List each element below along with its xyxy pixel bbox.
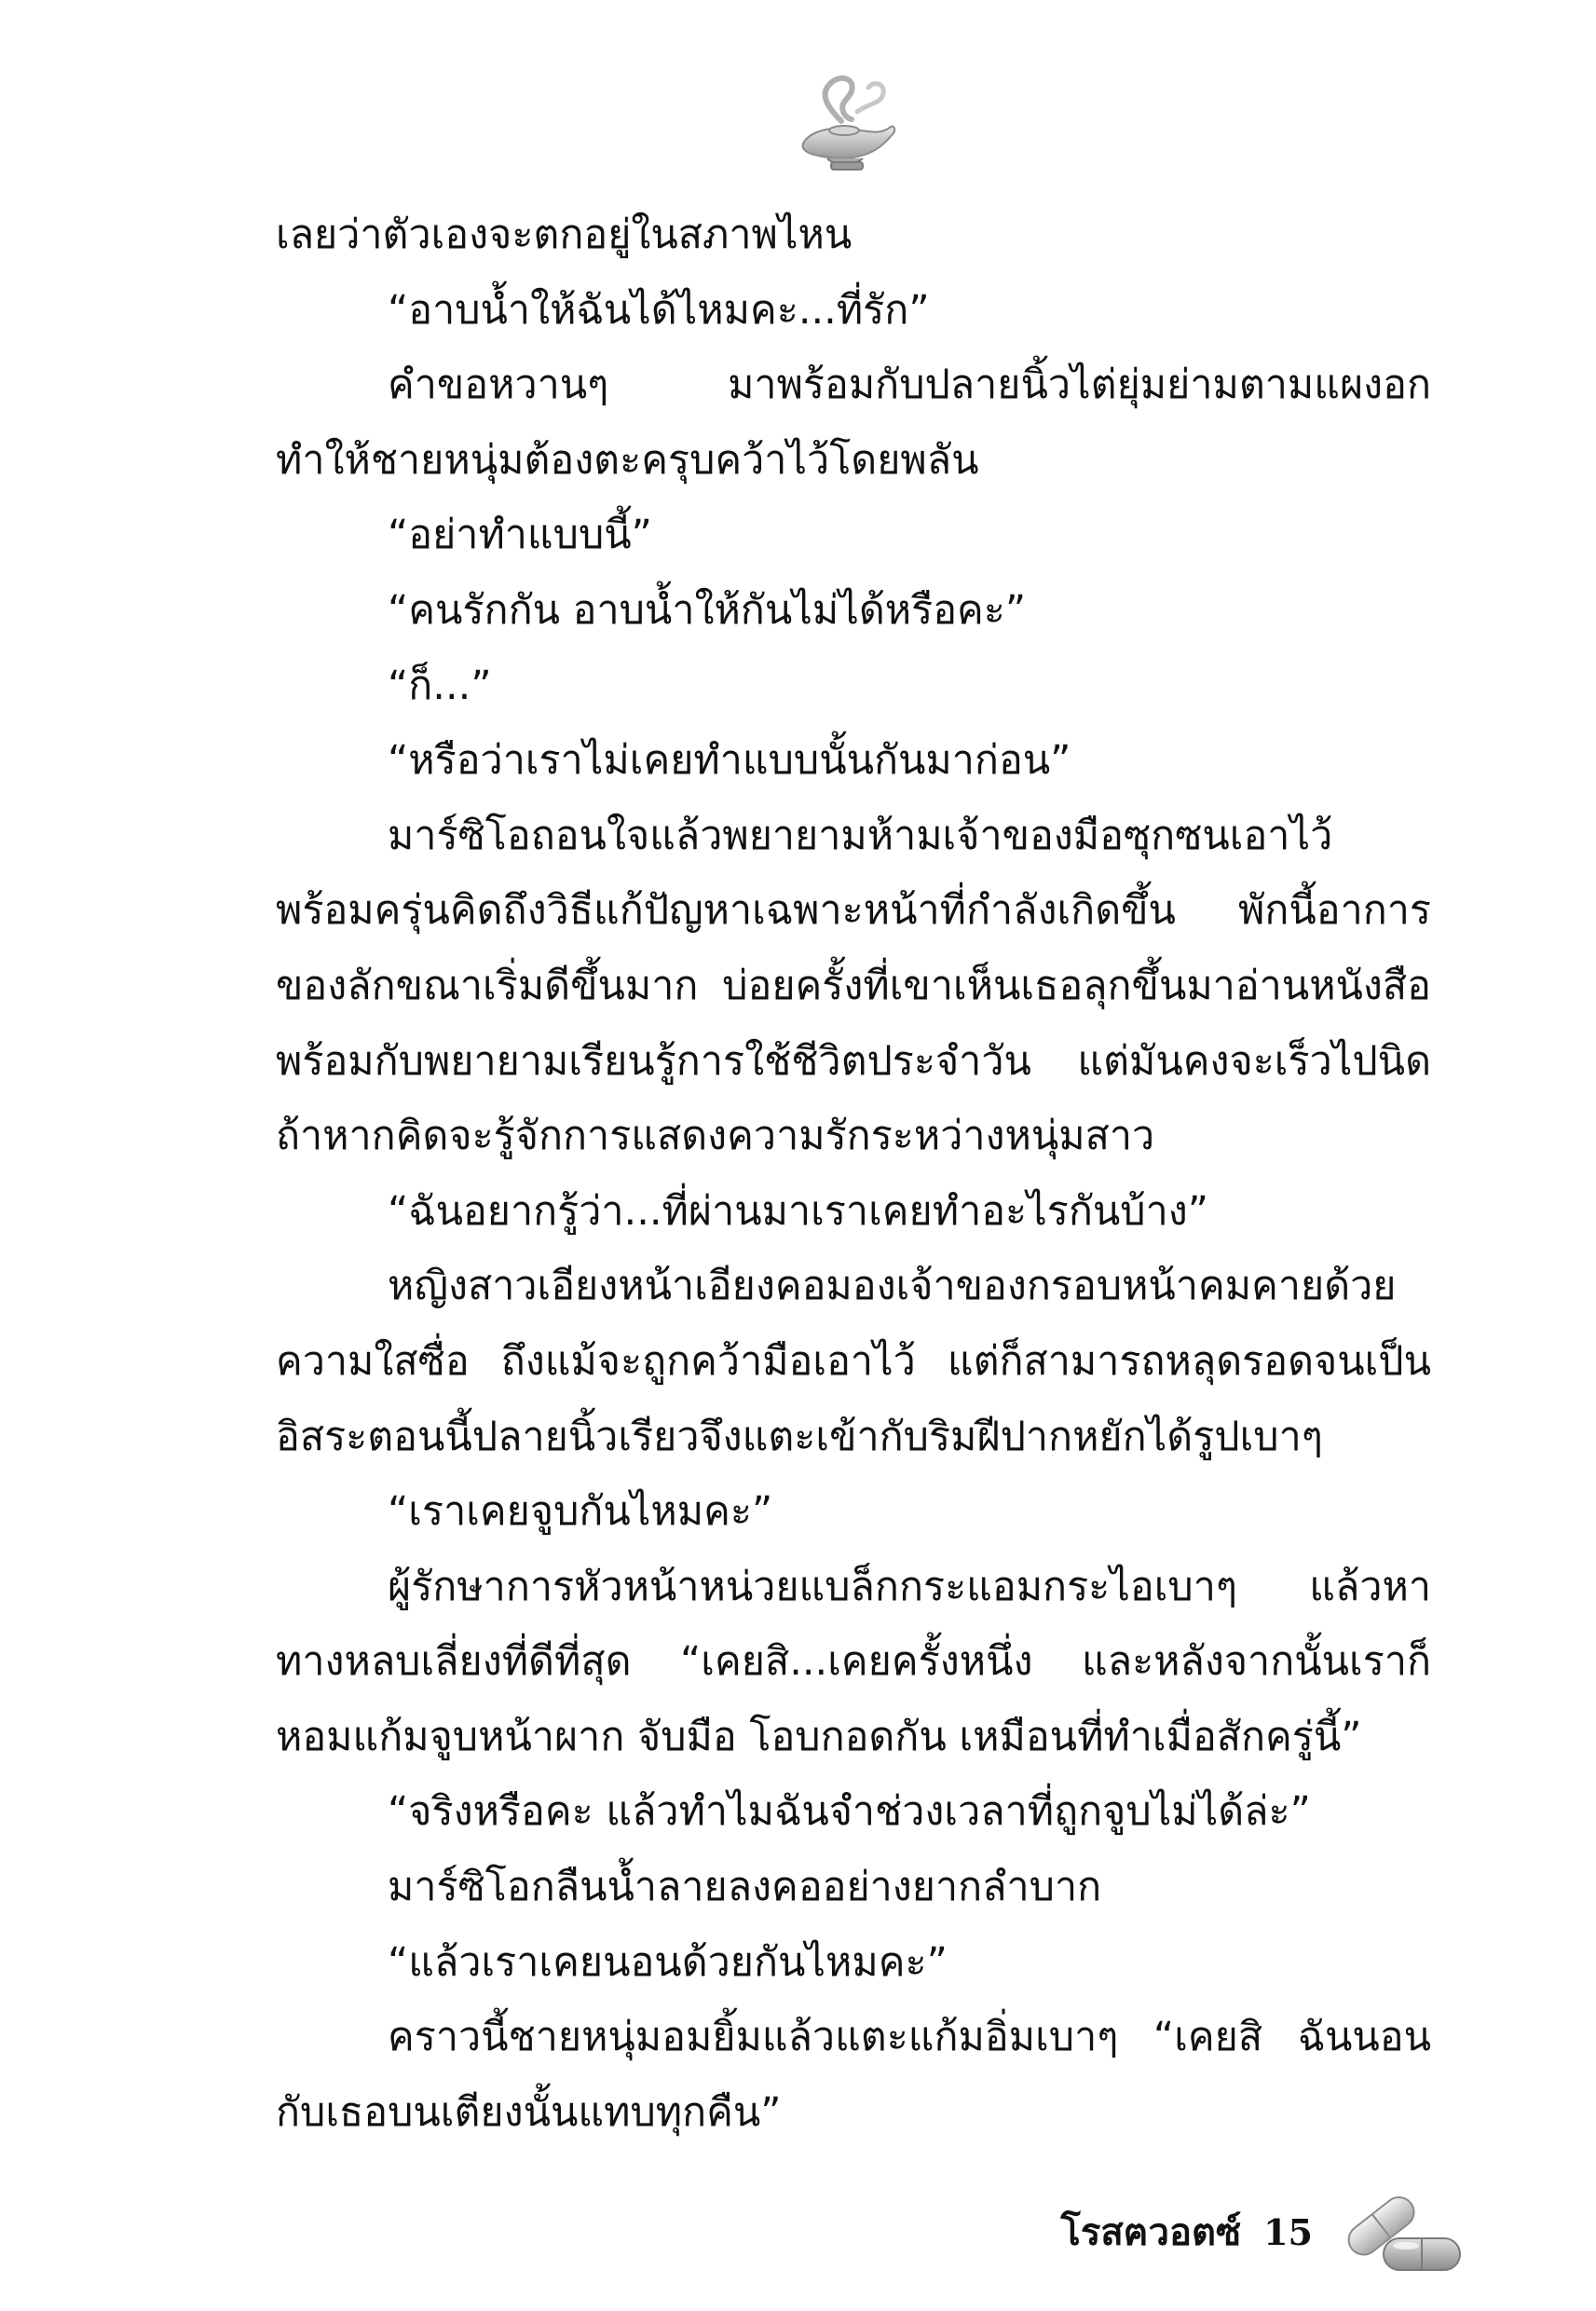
page-number: 15	[1263, 2210, 1313, 2253]
paragraph-1: เลยว่าตัวเองจะตกอยู่ในสภาพไหน	[276, 212, 853, 258]
paragraph-8: มาร์ซิโอถอนใจแล้วพยายามห้ามเจ้าของมือซุกซนเอาไว้ พร้อมครุ่นคิดถึงวิธีแก้ปัญหาเฉพาะหน้าที่กำลังเกิดขึ้น พักนี้อาการของลักขณาเริ่มดีขึ้นมาก บ่อยครั้งที่เขาเห็นเธอลุกขึ้นมาอ่านหนังสือพร้อมกับพยายามเรียนรู้การใช้ชีวิตประจำวัน แต่มันคงจะเร็วไปนิดถ้าหากคิดจะรู้จักการแสดงความรักระหว่างหนุ่มสาว	[276, 812, 1431, 1160]
paragraph-5: “คนรักกัน อาบน้ำให้กันไม่ได้หรือคะ”	[388, 586, 1027, 634]
paragraph-13: “จริงหรือคะ แล้วทำไมฉันจำช่วงเวลาที่ถูกจูบไม่ได้ล่ะ”	[388, 1788, 1311, 1836]
magic-lamp-icon	[790, 65, 906, 181]
paragraph-7: “หรือว่าเราไม่เคยทำแบบนั้นกันมาก่อน”	[388, 737, 1071, 785]
page-footer	[1060, 2181, 1466, 2283]
pills-icon	[1335, 2181, 1466, 2283]
paragraph-16: คราวนี้ชายหนุ่มอมยิ้มแล้วแตะแก้มอิ่มเบาๆ “เคยสิ ฉันนอนกับเธอบนเตียงนั้นแทบทุกคืน”	[276, 2014, 1431, 2136]
paragraph-10: หญิงสาวเอียงหน้าเอียงคอมองเจ้าของกรอบหน้าคมคายด้วยความใสซื่อ ถึงแม้จะถูกคว้ามือเอาไว้ แต่ก็สามารถหลุดรอดจนเป็นอิสระตอนนี้ปลายนิ้วเรียวจึงแตะเข้ากับริมฝีปากหยักได้รูปเบาๆ	[276, 1263, 1431, 1460]
paragraph-11: “เราเคยจูบกันไหมคะ”	[388, 1488, 773, 1536]
paragraph-2: “อาบน้ำให้ฉันได้ไหมคะ...ที่รัก”	[388, 286, 930, 334]
paragraph-9: “ฉันอยากรู้ว่า...ที่ผ่านมาเราเคยทำอะไรกันบ้าง”	[388, 1187, 1208, 1235]
story-text	[276, 198, 1431, 2150]
book-title: โรสฅวอตซ์	[1060, 2210, 1242, 2254]
paragraph-6: “ก็...”	[388, 662, 492, 709]
paragraph-12: ผู้รักษาการหัวหน้าหน่วยแบล็กกระแอมกระไอเบาๆ แล้วหาทางหลบเลี่ยงที่ดีที่สุด “เคยสิ...เคยครั้งหนึ่ง และหลังจากนั้นเราก็หอมแก้มจูบหน้าผาก จับมือ โอบกอดกัน เหมือนที่ทำเมื่อสักครู่นี้”	[276, 1563, 1431, 1760]
paragraph-15: “แล้วเราเคยนอนด้วยกันไหมคะ”	[388, 1938, 948, 1986]
paragraph-4: “อย่าทำแบบนี้”	[388, 512, 652, 559]
paragraph-3: คำขอหวานๆ มาพร้อมกับปลายนิ้วไต่ยุ่มย่ามตามแผงอก ทำให้ชายหนุ่มต้องตะครุบคว้าไว้โดยพลัน	[276, 362, 1431, 484]
paragraph-14: มาร์ซิโอกลืนน้ำลายลงคออย่างยากลำบาก	[388, 1864, 1102, 1911]
